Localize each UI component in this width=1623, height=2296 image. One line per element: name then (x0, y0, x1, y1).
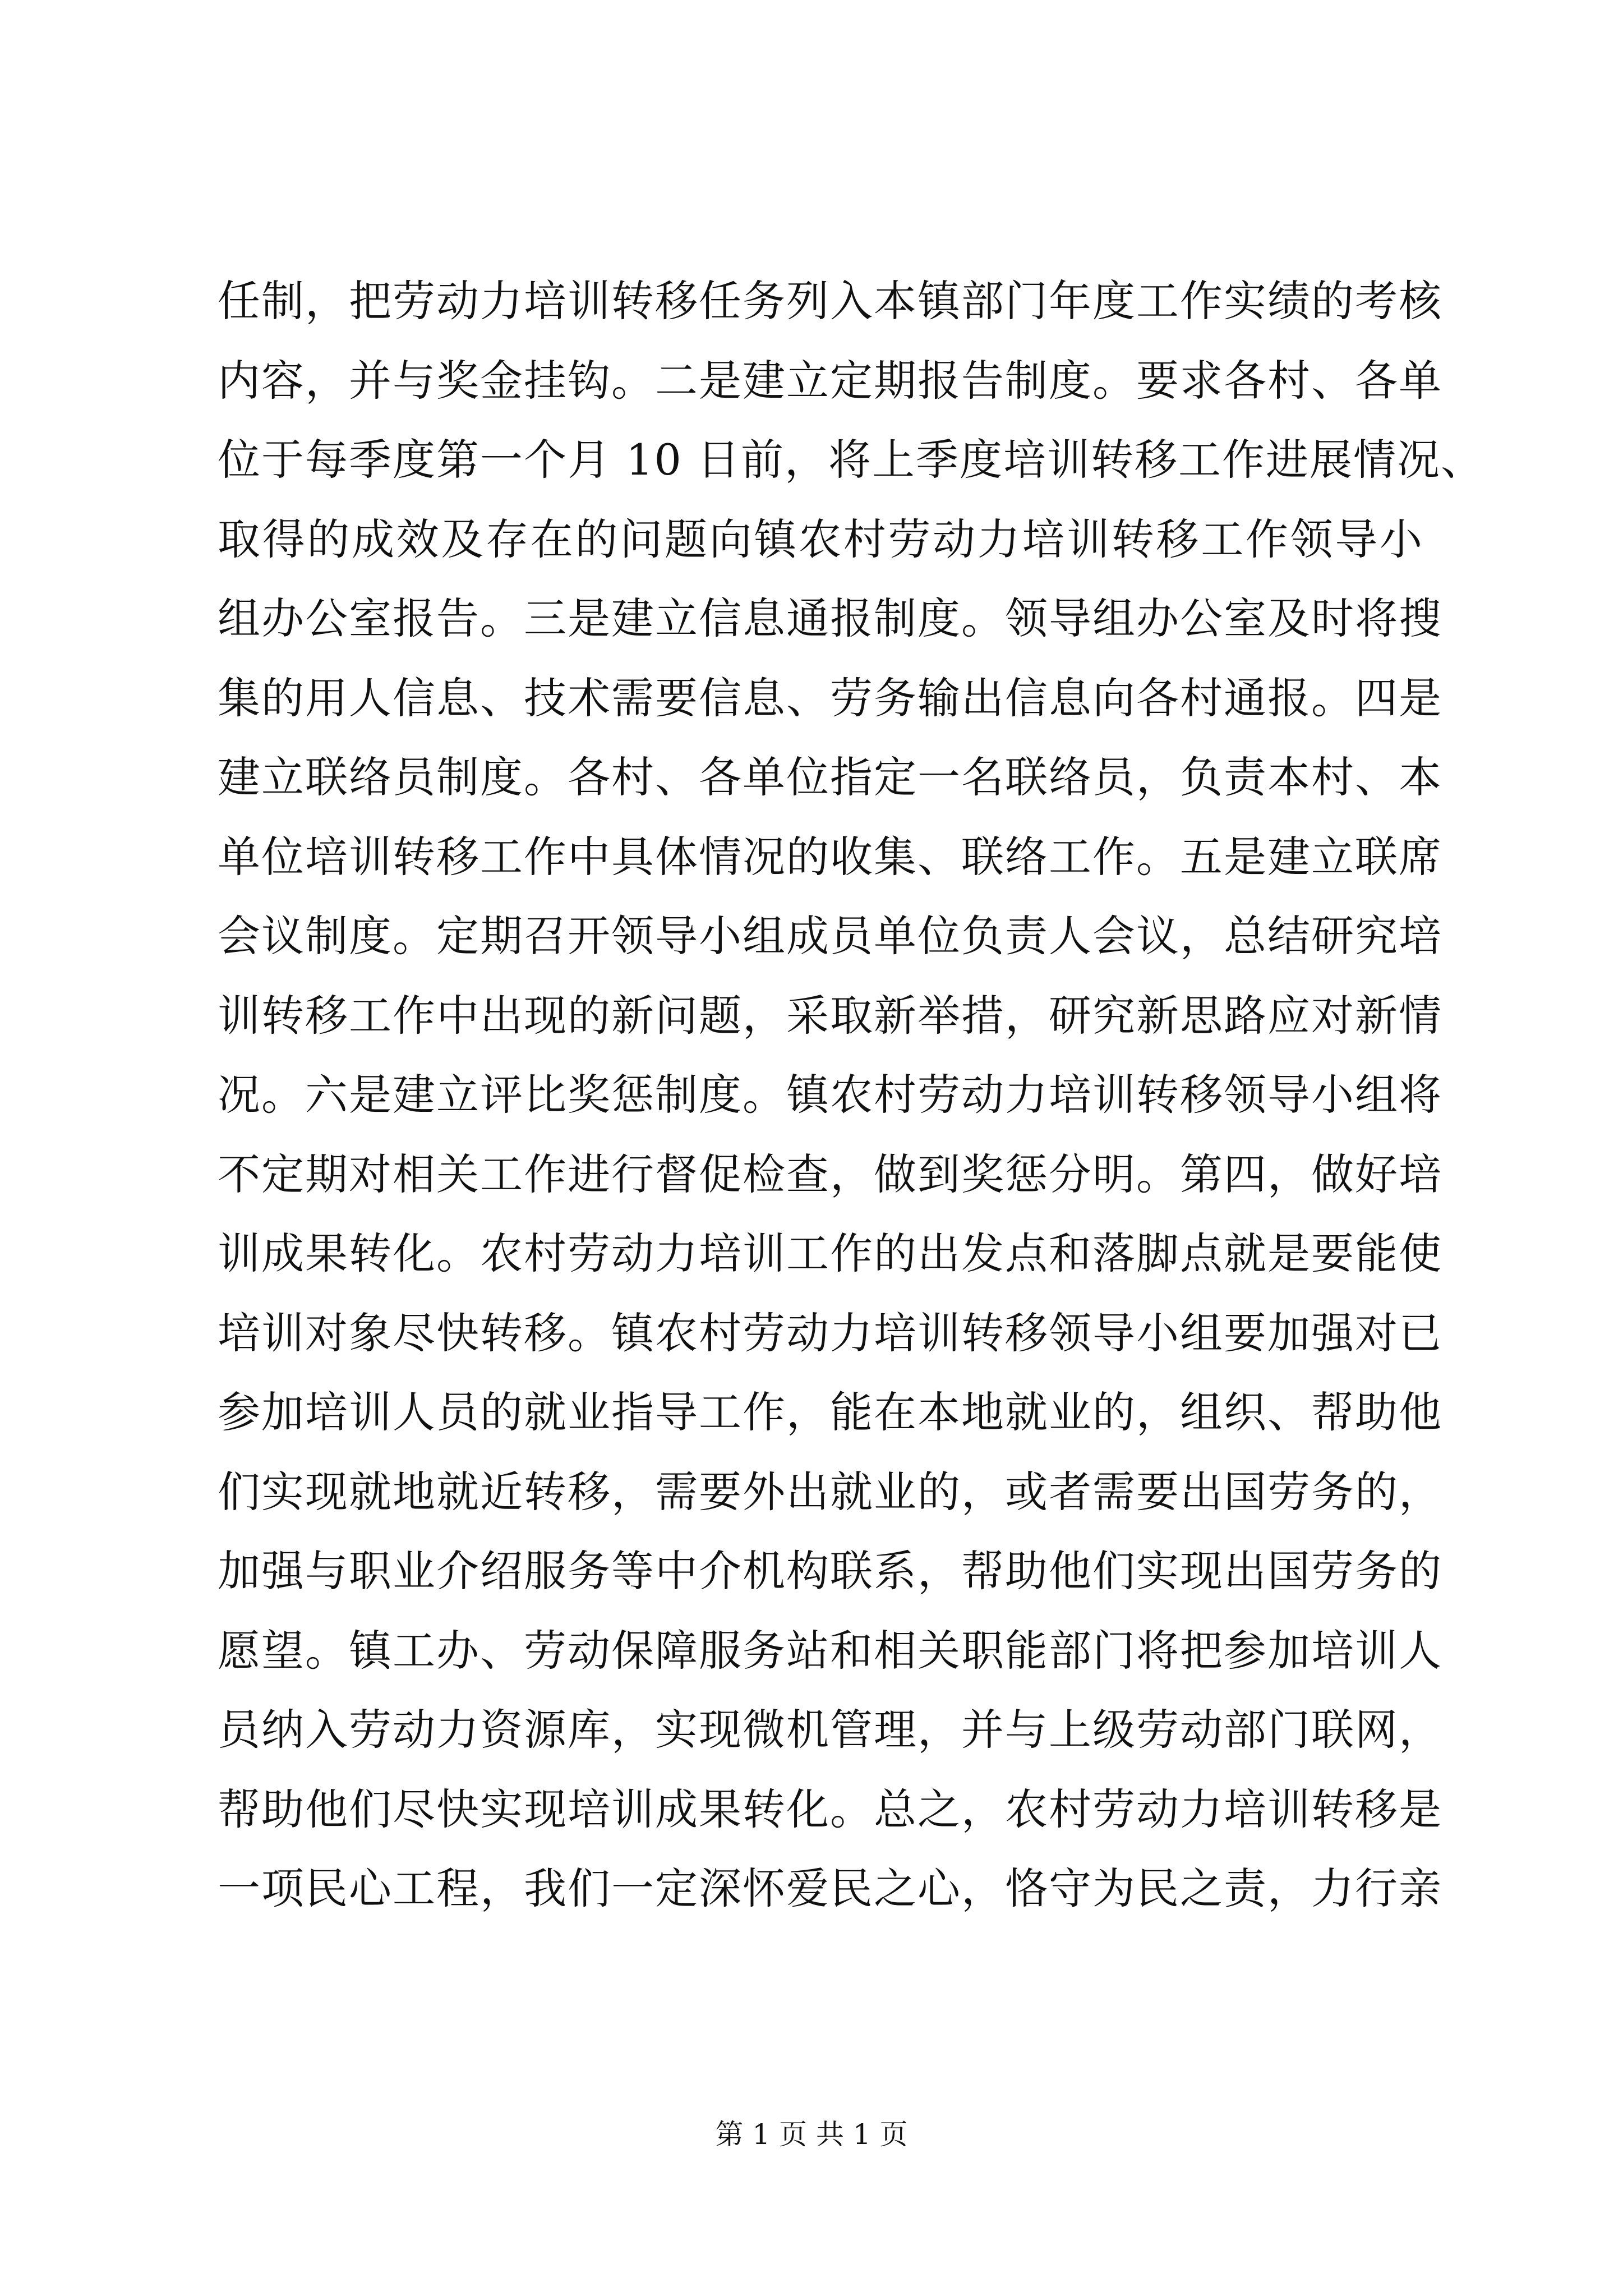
text-line: 会议制度。定期召开领导小组成员单位负责人会议，总结研究培 (218, 911, 1442, 961)
page-footer (0, 2112, 1623, 2152)
text-line: 训转移工作中出现的新问题，采取新举措，研究新思路应对新情 (218, 990, 1442, 1041)
text-line: 帮助他们尽快实现培训成果转化。总之，农村劳动力培训转移是 (218, 1784, 1442, 1834)
text-line: 取得的成效及存在的问题向镇农村劳动力培训转移工作领导小 (218, 514, 1423, 564)
page-number-label: 第 1 页 共 1 页 (715, 2118, 908, 2151)
body-text (218, 261, 1485, 1929)
text-line: 加强与职业介绍服务等中介机构联系，帮助他们实现出国劳务的 (218, 1546, 1442, 1596)
text-line: 况。六是建立评比奖惩制度。镇农村劳动力培训转移领导小组将 (218, 1070, 1442, 1120)
text-line: 愿望。镇工办、劳动保障服务站和相关职能部门将把参加培训人 (218, 1625, 1442, 1676)
text-line: 一项民心工程，我们一定深怀爱民之心，恪守为民之责，力行亲 (218, 1864, 1442, 1913)
text-line: 建立联络员制度。各村、各单位指定一名联络员，负责本村、本 (218, 752, 1442, 802)
text-line: 单位培训转移工作中具体情况的收集、联络工作。五是建立联席 (218, 831, 1442, 882)
text-line: 位于每季度第一个月 10 日前，将上季度培训转移工作进展情况、 (218, 435, 1485, 485)
text-line: 集的用人信息、技术需要信息、劳务输出信息向各村通报。四是 (218, 673, 1442, 723)
text-line: 不定期对相关工作进行督促检查，做到奖惩分明。第四，做好培 (218, 1149, 1442, 1199)
text-line: 培训对象尽快转移。镇农村劳动力培训转移领导小组要加强对已 (218, 1308, 1442, 1358)
text-line: 员纳入劳动力资源库，实现微机管理，并与上级劳动部门联网， (218, 1705, 1442, 1755)
text-line: 们实现就地就近转移，需要外出就业的，或者需要出国劳务的， (218, 1466, 1442, 1517)
text-line: 参加培训人员的就业指导工作，能在本地就业的，组织、帮助他 (218, 1387, 1442, 1437)
text-line: 训成果转化。农村劳动力培训工作的出发点和落脚点就是要能使 (218, 1228, 1442, 1278)
text-line: 任制，把劳动力培训转移任务列入本镇部门年度工作实绩的考核 (218, 276, 1442, 326)
text-line: 内容，并与奖金挂钩。二是建立定期报告制度。要求各村、各单 (218, 355, 1442, 406)
text-line: 组办公室报告。三是建立信息通报制度。领导组办公室及时将搜 (218, 593, 1442, 643)
